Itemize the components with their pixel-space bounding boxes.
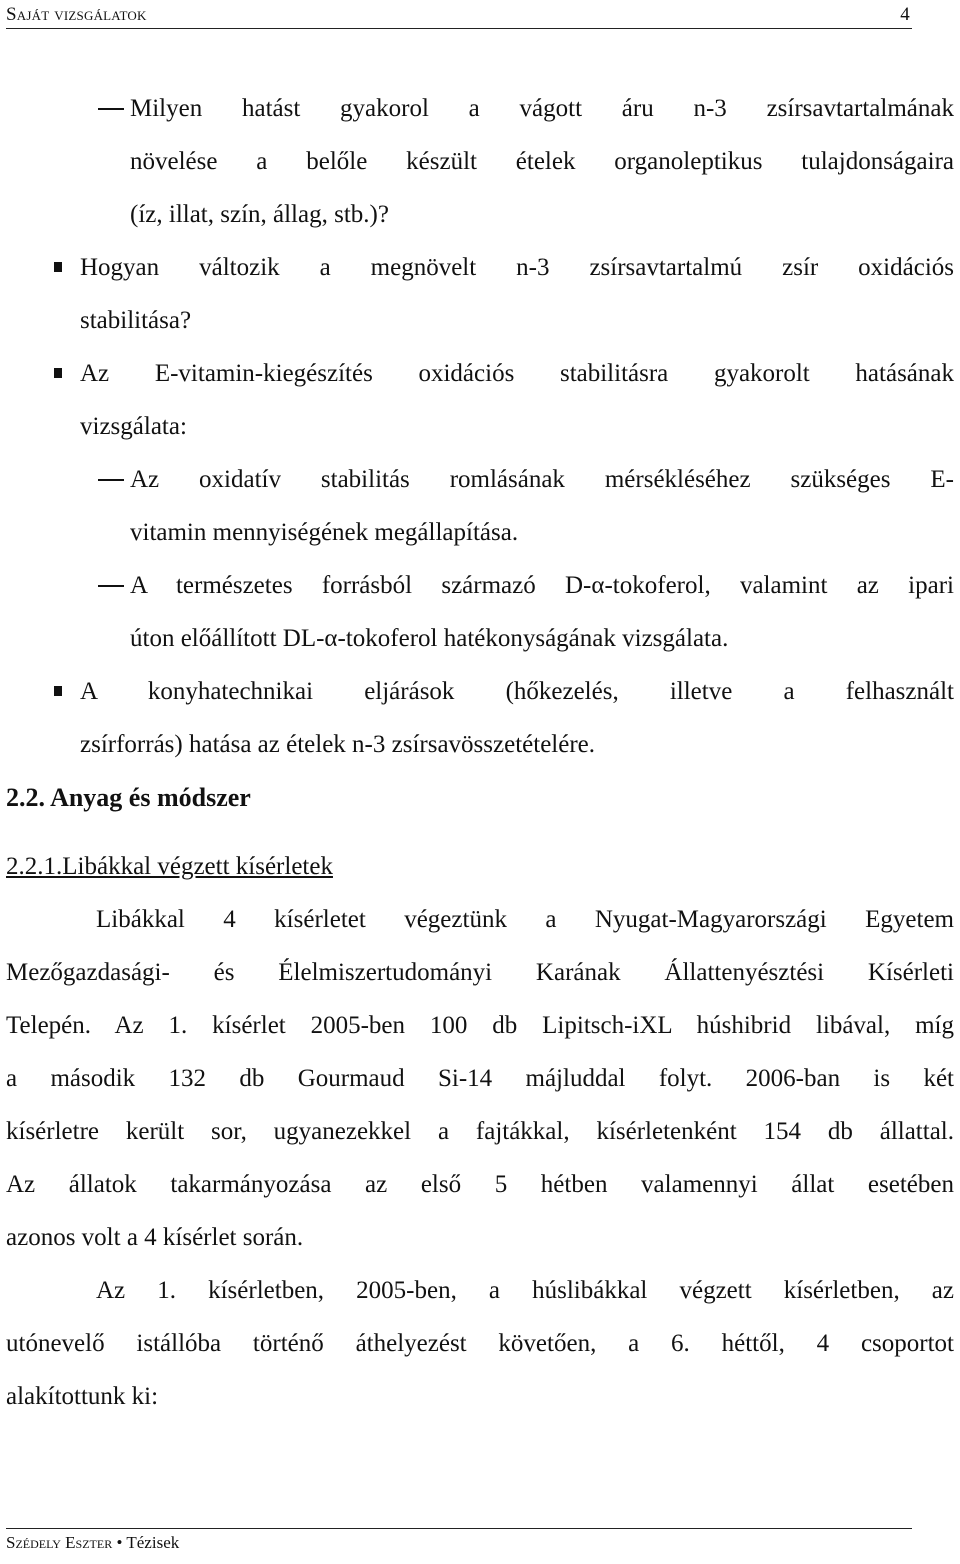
footer-separator: •: [116, 1533, 123, 1552]
header-title: Saját vizsgálatok: [6, 4, 147, 25]
bullet-item-3-line-2: vizsgálata:: [80, 413, 187, 440]
para1-line-7: azonos volt a 4 kísérlet során.: [6, 1224, 304, 1251]
bullet-item-2-line-1: Hogyan változik a megnövelt n-3 zsírsavtartalmú zsír oxidációs: [6, 241, 954, 294]
para1-line-6: Az állatok takarmányozása az első 5 hétben valamennyi állat esetében: [6, 1171, 954, 1198]
para1-line-2: Mezőgazdasági- és Élelmiszertudományi Karának Állattenyésztési Kísérleti: [6, 959, 954, 986]
bullet-item-4-line-2: zsírforrás) hatása az ételek n-3 zsírsavösszetételére.: [80, 731, 596, 758]
para2-line-2: utónevelő istállóba történő áthelyezést követően, a 6. héttől, 4 csoportot: [6, 1330, 954, 1357]
dash-bullet-icon: [98, 108, 124, 110]
square-bullet-icon: [54, 262, 62, 272]
dash-item-1-line-3: (íz, illat, szín, állag, stb.)?: [130, 201, 389, 228]
dash-bullet-icon: [98, 479, 124, 481]
para1-line-1: Libákkal 4 kísérletet végeztünk a Nyugat-Magyarországi Egyetem: [96, 906, 954, 933]
para2-line-1: Az 1. kísérletben, 2005-ben, a húslibákkal végzett kísérletben, az: [96, 1277, 954, 1304]
bullet-item-3-line-1: Az E-vitamin-kiegészítés oxidációs stabilitásra gyakorolt hatásának: [6, 347, 954, 400]
dash-item-1-line-2: növelése a belőle készült ételek organoleptikus tulajdonságaira: [130, 148, 954, 175]
bullet-item-2-line-2: stabilitása?: [80, 307, 192, 334]
square-bullet-icon: [54, 368, 62, 378]
sub-item-1-line-1: Az oxidatív stabilitás romlásának mérsékléséhez szükséges E-: [6, 453, 954, 506]
para1-line-4: a második 132 db Gourmaud Si-14 májluddal folyt. 2006-ban is két: [6, 1065, 954, 1092]
para1-line-3: Telepén. Az 1. kísérlet 2005-ben 100 db Lipitsch-iXL húshibrid libával, míg: [6, 1012, 954, 1039]
section-heading: 2.2. Anyag és módszer: [6, 783, 251, 812]
para2-line-3: alakítottunk ki:: [6, 1383, 159, 1410]
footer-author: Szédely Eszter: [6, 1533, 113, 1552]
dash-bullet-icon: [98, 585, 124, 587]
para1-line-5: kísérletre került sor, ugyanezekkel a fajtákkal, kísérletenként 154 db állattal.: [6, 1118, 954, 1145]
square-bullet-icon: [54, 686, 62, 696]
page-number: 4: [900, 4, 910, 25]
footer-label: Tézisek: [126, 1533, 180, 1552]
page-header: [6, 2, 912, 29]
sub-item-1-line-2: vitamin mennyiségének megállapítása.: [130, 519, 519, 546]
subsection-heading: 2.2.1.Libákkal végzett kísérletek: [6, 853, 333, 880]
sub-item-2-line-1: A természetes forrásból származó D-α-tokoferol, valamint az ipari: [6, 559, 954, 612]
page-body: [6, 82, 954, 1423]
dash-item-1-line-1: Milyen hatást gyakorol a vágott áru n-3 zsírsavtartalmának: [6, 82, 954, 135]
sub-item-2-line-2: úton előállított DL-α-tokoferol hatékonyságának vizsgálata.: [130, 625, 729, 652]
bullet-item-4-line-1: A konyhatechnikai eljárások (hőkezelés, illetve a felhasznált: [6, 665, 954, 718]
page-footer: [6, 1528, 912, 1553]
